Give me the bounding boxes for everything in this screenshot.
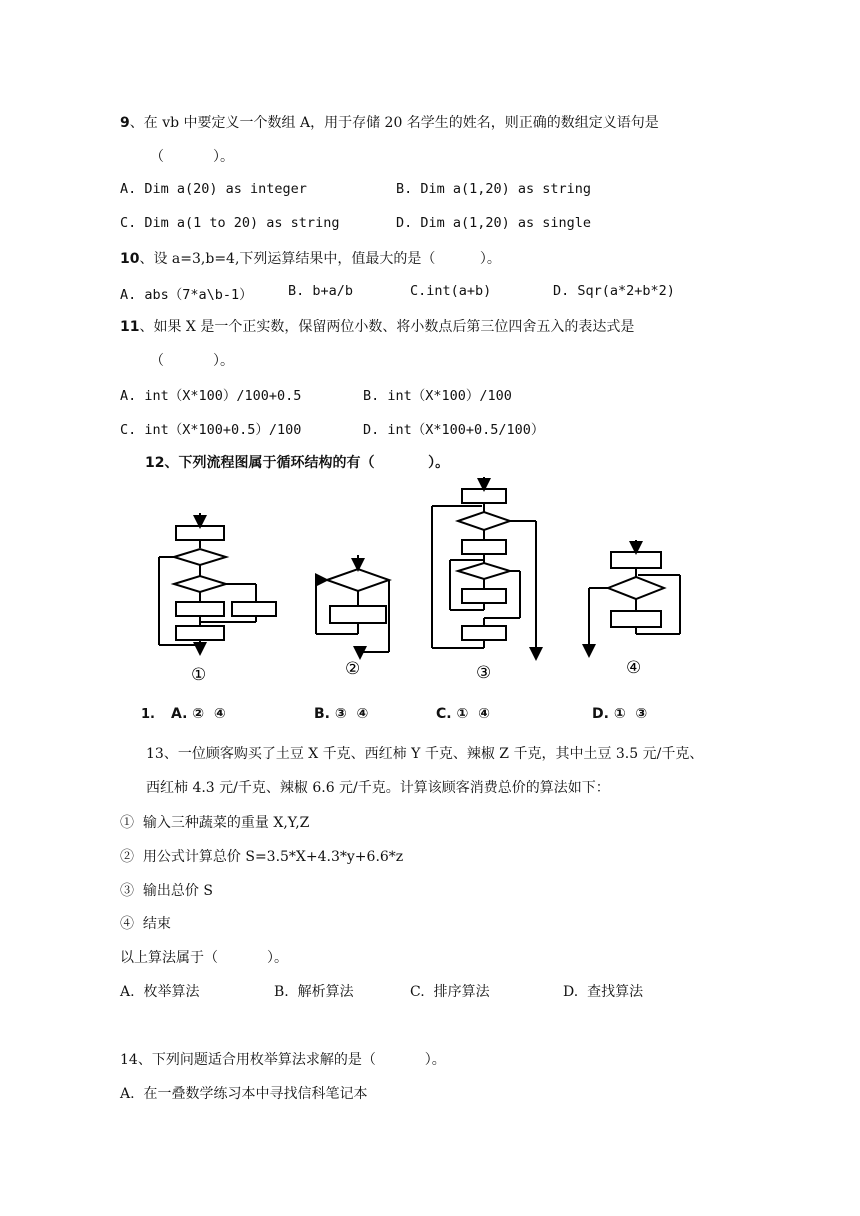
flowchart-3 bbox=[432, 477, 536, 657]
q13-question: 以上算法属于（ ）。 bbox=[120, 950, 288, 966]
q10-option-c: C.int(a+b) bbox=[410, 283, 492, 299]
q9-stem: 9、在 vb 中要定义一个数组 A，用于存储 20 名学生的姓名，则正确的数组定义语句是 bbox=[120, 115, 659, 131]
q13-option-a: A. 枚举算法 bbox=[120, 984, 200, 1000]
q13-stem-line2: 西红柿 4.3 元/千克、辣椒 6.6 元/千克。计算该顾客消费总价的算法如下： bbox=[146, 780, 610, 796]
q9-option-c: C. Dim a(1 to 20) as string bbox=[120, 215, 340, 231]
q9-option-a: A. Dim a(20) as integer bbox=[120, 181, 307, 197]
q11-option-a: A. int（X*100）/100+0.5 bbox=[120, 388, 302, 404]
q14-option-a: A. 在一叠数学练习本中寻找信科笔记本 bbox=[120, 1086, 368, 1102]
q11-stem: 11、如果 X 是一个正实数，保留两位小数、将小数点后第三位四舍五入的表达式是 bbox=[120, 319, 635, 335]
q10-option-d: D. Sqr(a*2+b*2) bbox=[553, 283, 675, 299]
q13-step-4: ④ 结束 bbox=[120, 916, 171, 932]
q13-option-b: B. 解析算法 bbox=[274, 984, 354, 1000]
q11-option-d: D. int（X*100+0.5/100） bbox=[363, 422, 545, 438]
figure-label-1: ① bbox=[191, 665, 207, 685]
q14-stem: 14、下列问题适合用枚举算法求解的是（ ）。 bbox=[120, 1052, 446, 1068]
figure-label-2: ② bbox=[345, 659, 361, 679]
q10-option-b: B. b+a/b bbox=[288, 283, 354, 299]
flowchart-4 bbox=[589, 540, 680, 654]
q9-option-d: D. Dim a(1,20) as single bbox=[396, 215, 592, 231]
q10-option-a: A. abs（7*a\b-1） bbox=[120, 287, 253, 303]
q13-step-1: ① 输入三种蔬菜的重量 X,Y,Z bbox=[120, 815, 310, 831]
q12-option-b: B. ③ ④ bbox=[314, 706, 369, 722]
figure-label-3: ③ bbox=[476, 663, 492, 683]
q13-step-3: ③ 输出总价 S bbox=[120, 883, 213, 899]
q11-option-b: B. int（X*100）/100 bbox=[363, 388, 512, 404]
q12-flowcharts bbox=[0, 470, 860, 690]
q10-stem: 10、设 a=3,b=4,下列运算结果中，值最大的是（ ）。 bbox=[120, 251, 501, 267]
q11-option-c: C. int（X*100+0.5）/100 bbox=[120, 422, 302, 438]
flowchart-1 bbox=[159, 513, 276, 652]
q12-option-d: D. ① ③ bbox=[592, 706, 648, 722]
q9-blank: （ ）。 bbox=[150, 149, 234, 165]
q12-stem: 12、下列流程图属于循环结构的有（ ）。 bbox=[145, 455, 450, 471]
q12-option-a: A. ② ④ bbox=[171, 706, 226, 722]
figure-label-4: ④ bbox=[626, 658, 642, 678]
q13-stem-line1: 13、一位顾客购买了土豆 X 千克、西红柿 Y 千克、辣椒 Z 千克，其中土豆 3.5 元/千克、 bbox=[146, 746, 704, 762]
q13-option-c: C. 排序算法 bbox=[410, 984, 490, 1000]
q13-step-2: ② 用公式计算总价 S=3.5*X+4.3*y+6.6*z bbox=[120, 849, 404, 865]
flowchart-2 bbox=[316, 555, 389, 656]
q12-answer-prefix: 1. bbox=[141, 707, 155, 722]
q9-option-b: B. Dim a(1,20) as string bbox=[396, 181, 592, 197]
q13-option-d: D. 查找算法 bbox=[563, 984, 644, 1000]
q12-option-c: C. ① ④ bbox=[436, 706, 490, 722]
q11-blank: （ ）。 bbox=[150, 353, 234, 369]
